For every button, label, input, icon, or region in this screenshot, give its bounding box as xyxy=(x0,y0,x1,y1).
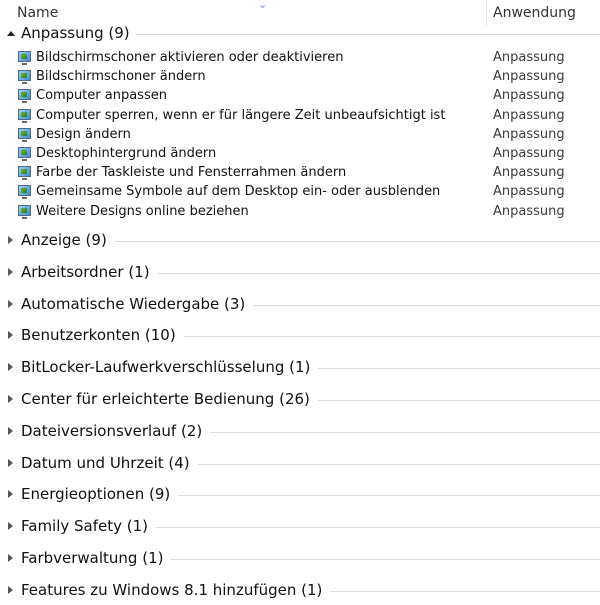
control-panel-icon xyxy=(18,128,31,139)
item-application: Anpassung xyxy=(493,184,565,200)
group-divider-line xyxy=(318,400,600,401)
expand-arrow-icon[interactable] xyxy=(8,331,13,339)
list-item[interactable] xyxy=(0,107,600,126)
group-title: BitLocker-Laufwerkverschlüsselung (1) xyxy=(21,358,311,377)
column-divider[interactable] xyxy=(486,0,487,26)
group-title: Anpassung (9) xyxy=(21,24,130,42)
group-header[interactable] xyxy=(0,322,600,350)
expand-arrow-icon[interactable] xyxy=(8,395,13,403)
list-item[interactable] xyxy=(0,164,600,183)
expand-arrow-icon[interactable] xyxy=(8,363,13,371)
monitor-stand-icon xyxy=(22,63,27,65)
group-header[interactable] xyxy=(0,259,600,287)
item-label[interactable]: Bildschirmschoner ändern xyxy=(36,69,206,85)
group-header[interactable] xyxy=(0,577,600,605)
group-title: Family Safety (1) xyxy=(21,517,149,536)
group-header[interactable] xyxy=(0,513,600,541)
group-header[interactable] xyxy=(0,291,600,319)
list-item[interactable] xyxy=(0,87,600,106)
column-header-name[interactable]: Name xyxy=(17,5,59,21)
control-panel-icon xyxy=(18,70,31,81)
item-application: Anpassung xyxy=(493,126,565,142)
item-label[interactable]: Design ändern xyxy=(36,126,131,142)
group-title: Arbeitsordner (1) xyxy=(21,262,150,281)
monitor-stand-icon xyxy=(22,140,27,142)
collapse-arrow-icon[interactable] xyxy=(7,31,15,36)
group-header[interactable] xyxy=(0,227,600,255)
control-panel-icon xyxy=(18,51,31,62)
item-application: Anpassung xyxy=(493,107,565,123)
group-header-anpassung[interactable] xyxy=(0,24,600,48)
item-label[interactable]: Computer anpassen xyxy=(36,88,167,104)
item-application: Anpassung xyxy=(493,69,565,85)
list-item[interactable] xyxy=(0,203,600,222)
group-title: Benutzerkonten (10) xyxy=(21,326,176,345)
group-divider-line xyxy=(184,336,600,337)
column-header-application[interactable]: Anwendung xyxy=(493,5,576,21)
expand-arrow-icon[interactable] xyxy=(8,236,13,244)
control-panel-icon xyxy=(18,147,31,158)
expand-arrow-icon[interactable] xyxy=(8,586,13,594)
group-divider-line xyxy=(171,559,600,560)
monitor-stand-icon xyxy=(22,101,27,103)
item-label[interactable]: Desktophintergrund ändern xyxy=(36,146,217,161)
group-title: Farbverwaltung (1) xyxy=(21,549,164,567)
control-panel-icon xyxy=(18,205,31,216)
group-divider-line xyxy=(115,241,600,242)
item-application: Anpassung xyxy=(493,50,565,65)
group-header[interactable] xyxy=(0,481,600,509)
expand-arrow-icon[interactable] xyxy=(8,522,13,530)
expand-arrow-icon[interactable] xyxy=(8,268,13,276)
item-application: Anpassung xyxy=(493,88,565,104)
group-divider-line xyxy=(253,305,600,306)
control-panel-icon xyxy=(18,109,31,120)
sort-indicator-icon: ⌄ xyxy=(258,0,268,11)
monitor-stand-icon xyxy=(22,159,27,161)
group-title: Energieoptionen (9) xyxy=(21,485,171,504)
group-header[interactable] xyxy=(0,418,600,446)
monitor-stand-icon xyxy=(22,121,27,123)
list-item[interactable] xyxy=(0,49,600,68)
group-header[interactable] xyxy=(0,545,600,573)
group-divider-line xyxy=(158,273,600,274)
monitor-stand-icon xyxy=(22,197,27,199)
list-item[interactable] xyxy=(0,145,600,164)
group-header[interactable] xyxy=(0,386,600,414)
group-divider-line xyxy=(330,591,600,592)
control-panel-icon xyxy=(18,89,31,100)
group-header[interactable] xyxy=(0,354,600,382)
list-item[interactable] xyxy=(0,126,600,145)
monitor-stand-icon xyxy=(22,178,27,180)
group-header[interactable] xyxy=(0,450,600,478)
expand-arrow-icon[interactable] xyxy=(8,459,13,467)
monitor-stand-icon xyxy=(22,217,27,219)
item-application: Anpassung xyxy=(493,165,565,181)
group-title: Datum und Uhrzeit (4) xyxy=(21,453,190,472)
group-divider-line xyxy=(198,464,600,465)
expand-arrow-icon[interactable] xyxy=(8,427,13,435)
expand-arrow-icon[interactable] xyxy=(8,554,13,562)
item-label[interactable]: Gemeinsame Symbole auf dem Desktop ein- oder ausblenden xyxy=(36,184,441,200)
item-label[interactable]: Computer sperren, wenn er für längere Zeit unbeaufsichtigt ist xyxy=(36,107,446,123)
group-title: Center für erleichterte Bedienung (26) xyxy=(21,390,310,408)
list-item[interactable] xyxy=(0,68,600,87)
group-divider-line xyxy=(178,495,600,496)
group-title: Anzeige (9) xyxy=(21,231,107,249)
list-item[interactable] xyxy=(0,183,600,202)
item-application: Anpassung xyxy=(493,146,565,161)
item-application: Anpassung xyxy=(493,203,565,219)
group-title: Automatische Wiedergabe (3) xyxy=(21,294,246,313)
item-label[interactable]: Weitere Designs online beziehen xyxy=(36,203,249,219)
group-divider-line xyxy=(156,527,600,528)
monitor-stand-icon xyxy=(22,82,27,84)
item-label[interactable]: Farbe der Taskleiste und Fensterrahmen ändern xyxy=(36,165,347,181)
group-title: Dateiversionsverlauf (2) xyxy=(21,421,203,440)
group-title: Features zu Windows 8.1 hinzufügen (1) xyxy=(21,580,323,599)
group-divider-line xyxy=(318,368,600,369)
column-header xyxy=(0,0,600,26)
control-panel-icon xyxy=(18,185,31,196)
item-label[interactable]: Bildschirmschoner aktivieren oder deaktivieren xyxy=(36,50,344,65)
group-divider-line xyxy=(210,432,600,433)
expand-arrow-icon[interactable] xyxy=(8,300,13,308)
group-divider-line xyxy=(136,34,600,35)
expand-arrow-icon[interactable] xyxy=(8,490,13,498)
control-panel-icon xyxy=(18,166,31,177)
